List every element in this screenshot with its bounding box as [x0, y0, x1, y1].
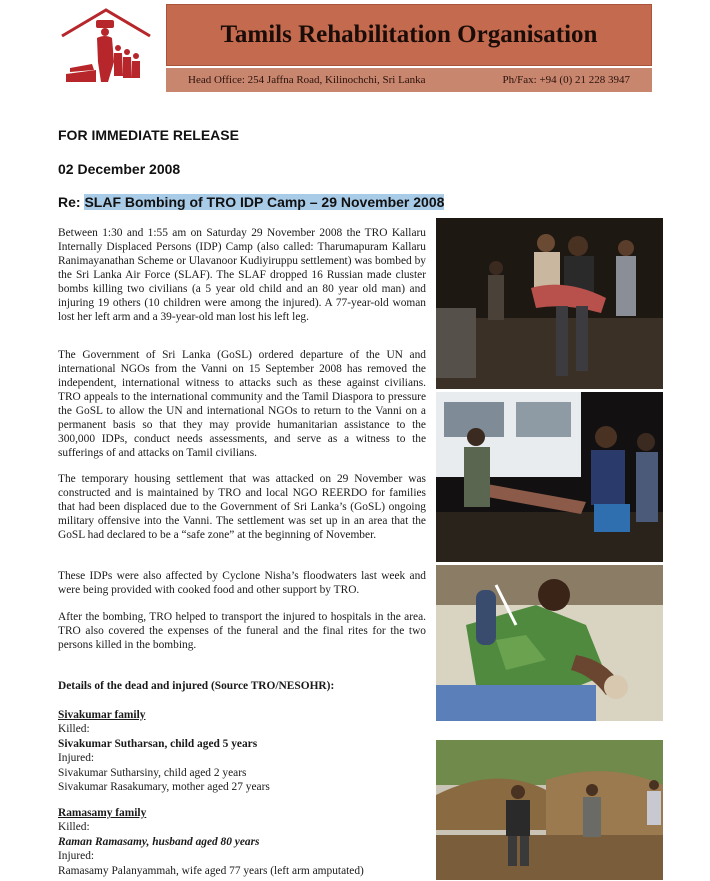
photo-destroyed-shelters [436, 740, 663, 880]
family-name: Ramasamy family [58, 806, 147, 819]
photo-stretcher [436, 392, 663, 562]
release-subject-line [58, 194, 444, 210]
killed-label: Killed: [58, 821, 90, 833]
release-subject: SLAF Bombing of TRO IDP Camp – 29 November 2008 [84, 194, 445, 210]
injured-person: Ramasamy Palanyammah, wife aged 77 years (left arm amputated) [58, 864, 364, 877]
tro-logo [56, 6, 156, 88]
killed-person: Sivakumar Sutharsan, child aged 5 years [58, 737, 258, 750]
phone-fax: Ph/Fax: +94 (0) 21 228 3947 [502, 74, 630, 86]
family-name: Sivakumar family [58, 708, 146, 721]
paragraph-2: The Government of Sri Lanka (GoSL) ordered departure of the UN and international NGOs from the Vanni on 15 September 2008 has removed the independent, international witness to attacks such as these against civilians. TRO appeals to the international community and the Tamil Diaspora to pressure the GoSL to allow the UN and international NGOs to return to the Vanni on a permanent basis so that they may provide humanitarian assistance to the 300,000 IDPs, conduct needs assessments, and serve as a witness to the sufferings of and attacks on Tamil civilians. [58, 349, 426, 459]
paragraph-4: These IDPs were also affected by Cyclone Nisha’s floodwaters last week and were being provided with cooked food and other support by TRO. [58, 570, 426, 596]
re-prefix: Re: [58, 194, 81, 210]
injured-label: Injured: [58, 850, 95, 862]
injured-person: Sivakumar Sutharsiny, child aged 2 years [58, 766, 247, 779]
organisation-name: Tamils Rehabilitation Organisation [220, 21, 598, 48]
injured-label: Injured: [58, 752, 95, 764]
casualty-details [58, 679, 426, 878]
photo-injured-patient [436, 565, 663, 721]
header-contact-bar [166, 68, 652, 92]
photo-carrying-injured-child [436, 218, 663, 389]
killed-label: Killed: [58, 723, 90, 735]
injured-person: Sivakumar Rasakumary, mother aged 27 years [58, 781, 270, 793]
header-banner [166, 4, 652, 66]
killed-person: Raman Ramasamy, husband aged 80 years [58, 835, 260, 848]
details-heading: Details of the dead and injured (Source TRO/NESOHR): [58, 680, 335, 692]
release-label: FOR IMMEDIATE RELEASE [58, 127, 239, 143]
paragraph-1: Between 1:30 and 1:55 am on Saturday 29 November 2008 the TRO Kallaru Internally Displaced Persons (IDP) Camp (also called: Tharumapuram Kallaru Ranimayanathan Scheme or Ulavanoor Kudiyiruppu settlement) was bombed by the Sri Lanka Air Force (SLAF). The SLAF dropped 16 Russian made cluster bombs killing two civilians (a 5 year old child and an 80 year old man) and injuring 19 others (10 children were among the injured). A 77-year-old woman lost her left arm and a 39-year-old man lost his left leg. [58, 227, 426, 323]
paragraph-3: The temporary housing settlement that was attacked on 29 November was constructed and is maintained by TRO and local NGO REERDO for families that had been displaced due to the Government of Sri Lanka’s (GoSL) ongoing military offensive into the Vanni. The settlement was set up in an area that the GoSL had declared to be a “safe zone” at the beginning of November. [58, 473, 426, 541]
head-office-address: Head Office: 254 Jaffna Road, Kilinochchi, Sri Lanka [188, 74, 426, 86]
paragraph-5: After the bombing, TRO helped to transport the injured to hospitals in the area. TRO also covered the expenses of the funeral and the final rites for the two persons killed in the bombing. [58, 611, 426, 651]
release-date: 02 December 2008 [58, 161, 181, 177]
